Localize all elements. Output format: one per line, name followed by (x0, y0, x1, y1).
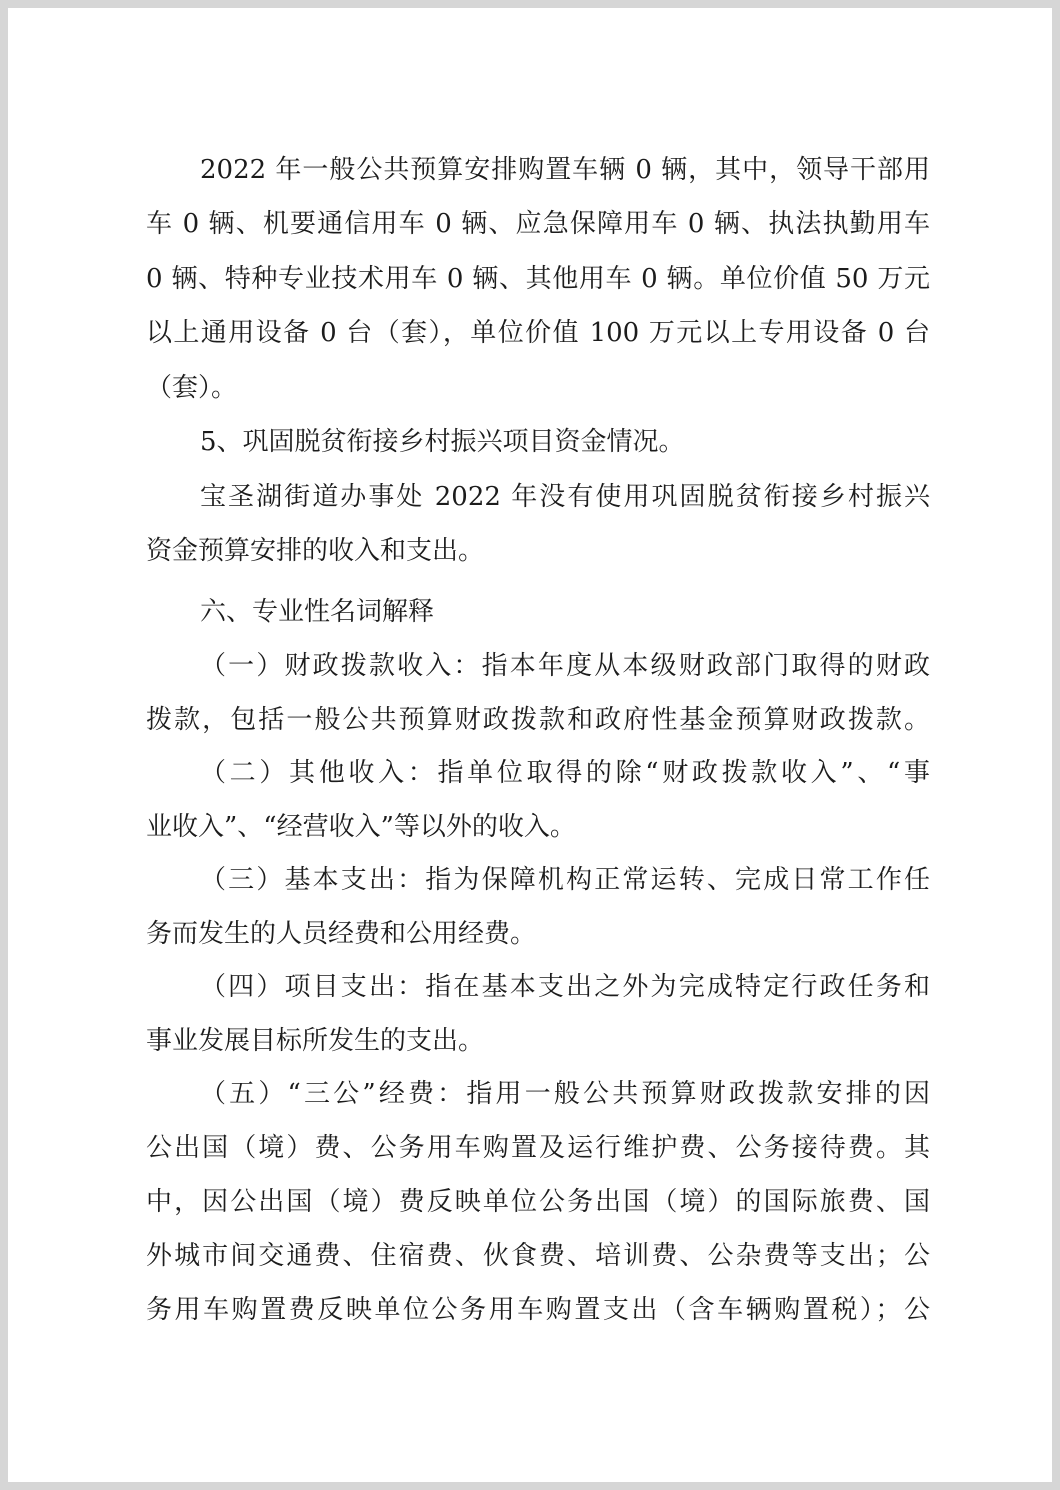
paragraph-line: 务而发生的人员经费和公用经费。 (146, 919, 537, 949)
document-page (8, 8, 1052, 1482)
paragraph-line: （五）“三公”经费：指用一般公共预算财政拨款安排的因 (200, 1079, 930, 1109)
paragraph-line: 2022 年一般公共预算安排购置车辆 0 辆，其中，领导干部用 (200, 155, 930, 185)
paragraph-line: （四）项目支出：指在基本支出之外为完成特定行政任务和 (200, 972, 930, 1002)
paragraph-line: （套）。 (146, 373, 238, 403)
paragraph-line: 拨款，包括一般公共预算财政拨款和政府性基金预算财政拨款。 (146, 705, 930, 735)
paragraph-line: 宝圣湖街道办事处 2022 年没有使用巩固脱贫衔接乡村振兴 (200, 482, 930, 512)
paragraph-line: 中，因公出国（境）费反映单位公务出国（境）的国际旅费、国 (146, 1187, 930, 1217)
section-title: 5、巩固脱贫衔接乡村振兴项目资金情况。 (200, 427, 685, 457)
paragraph-line: 业收入”、“经营收入”等以外的收入。 (146, 812, 576, 842)
paragraph-line: 0 辆、特种专业技术用车 0 辆、其他用车 0 辆。单位价值 50 万元 (146, 264, 930, 294)
paragraph-line: 务用车购置费反映单位公务用车购置支出（含车辆购置税）；公 (146, 1295, 930, 1325)
paragraph-line: 以上通用设备 0 台（套），单位价值 100 万元以上专用设备 0 台 (146, 318, 930, 348)
paragraph-line: 资金预算安排的收入和支出。 (146, 536, 485, 566)
paragraph-line: 车 0 辆、机要通信用车 0 辆、应急保障用车 0 辆、执法执勤用车 (146, 209, 930, 239)
paragraph-line: 公出国（境）费、公务用车购置及运行维护费、公务接待费。其 (146, 1133, 930, 1163)
paragraph-line: （一）财政拨款收入：指本年度从本级财政部门取得的财政 (200, 651, 930, 681)
paragraph-line: 事业发展目标所发生的支出。 (146, 1026, 485, 1056)
section-heading: 六、专业性名词解释 (200, 597, 435, 627)
paragraph-line: 外城市间交通费、住宿费、伙食费、培训费、公杂费等支出；公 (146, 1241, 930, 1271)
paragraph-line: （三）基本支出：指为保障机构正常运转、完成日常工作任 (200, 865, 930, 895)
paragraph-line: （二）其他收入：指单位取得的除“财政拨款收入”、“事 (200, 758, 930, 788)
